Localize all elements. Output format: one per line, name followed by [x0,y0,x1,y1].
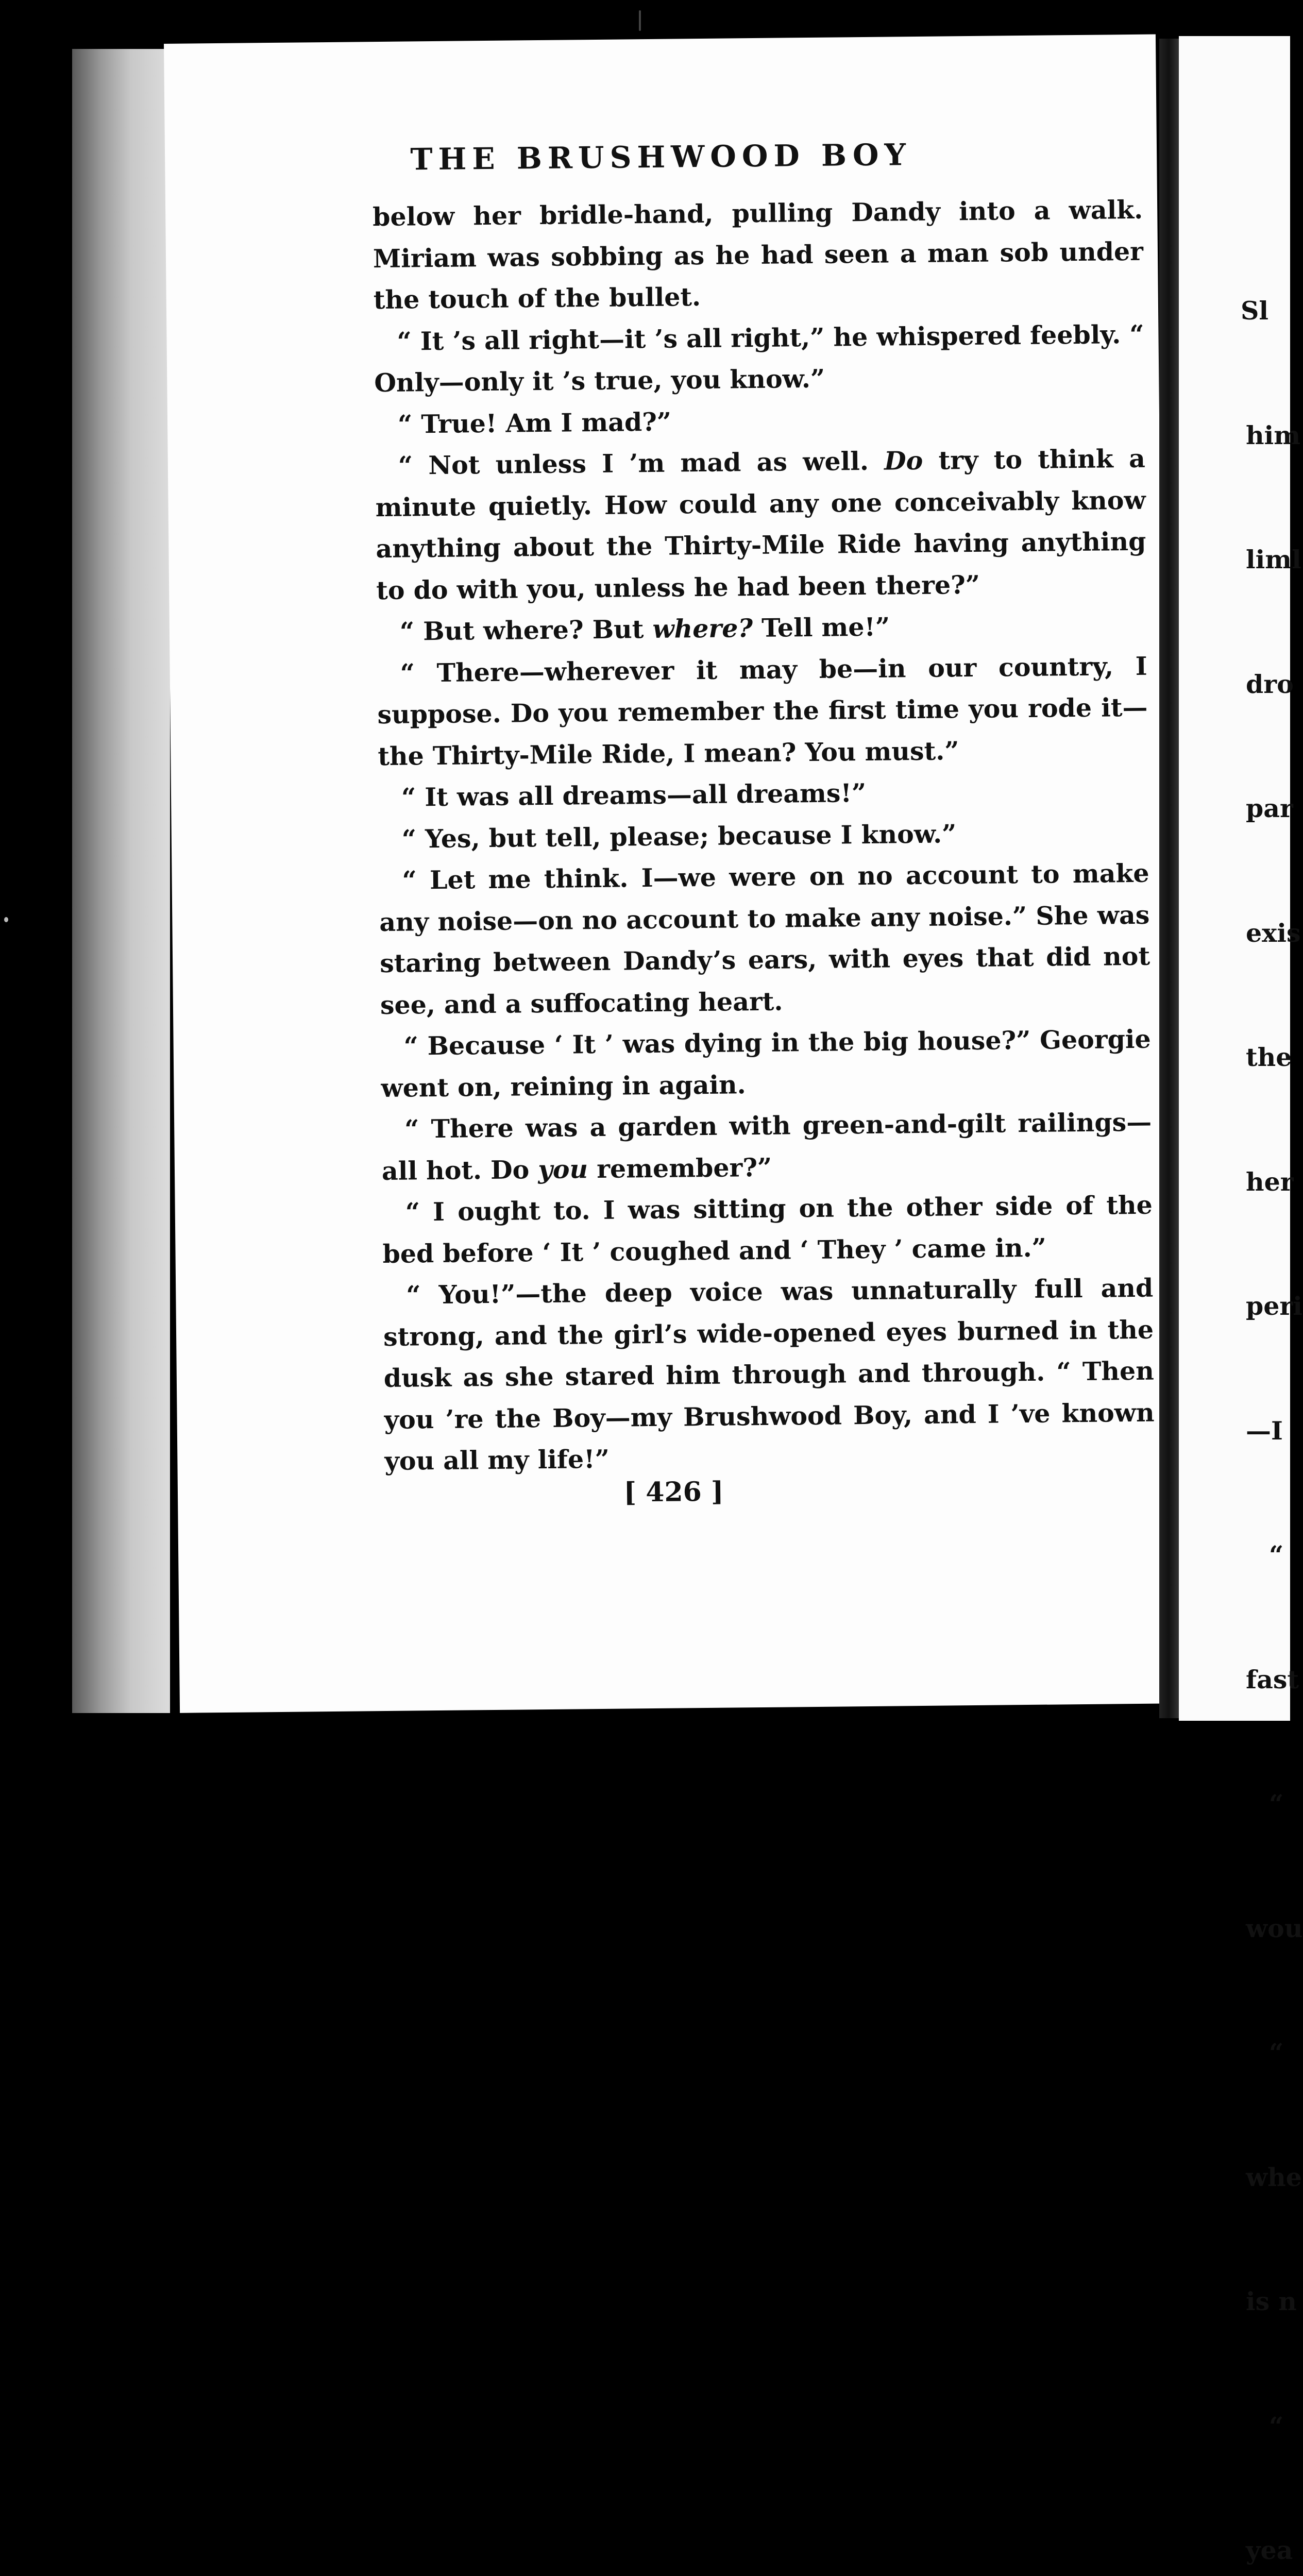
fragment-line: Sl [1241,296,1269,326]
italic-emphasis: Do [884,445,923,476]
paragraph: “ I ought to. I was sitting on the other side of the bed before ‘ It ’ coughed and ‘ They ’ came in.” [382,1190,1153,1269]
fragment-line: “ [1269,2411,1284,2441]
paragraph [377,604,1147,653]
body-text [373,189,1155,1482]
fragment-line: —I [1246,1415,1283,1446]
right-page-text-fragments [1241,207,1303,2576]
paragraph [381,1101,1152,1192]
fragment-line: yea [1246,2535,1293,2565]
fragment-line: peri [1246,1291,1302,1321]
fragment-line: is n [1246,2286,1297,2316]
paragraph: “ It was all dreams—all dreams!” [401,777,867,812]
paragraph: “ Because ‘ It ’ was dying in the big house?” Georgie went on, reining in again. [381,1024,1151,1103]
fragment-line: “ [1269,1540,1284,1570]
paragraph-segment: remember?” [587,1152,772,1184]
gutter-shadow [1159,39,1179,1718]
fragment-line: “ [1269,2038,1284,2067]
fragment-line: par [1246,793,1293,823]
right-page [1179,36,1303,2565]
page-number: [ 426 ] [623,1476,724,1509]
fragment-line: her [1246,1166,1294,1197]
dust-speck [4,917,8,922]
paragraph: below her bridle-hand, pulling Dandy into a walk. Miriam was sobbing as he had seen a man sob under the touch of the bullet. [372,194,1144,315]
paragraph-segment: try to think a minute quietly. How could any one conceivably know anything about the Thirty-Mile Ride having anything to do with you, unless he had been there?” [375,443,1146,605]
fragment-line: the [1246,1042,1292,1072]
running-head: THE BRUSHWOOD BOY [410,137,912,177]
paragraph: “ Yes, but tell, please; because I know.” [401,818,957,854]
paragraph-segment: Tell me!” [752,612,890,643]
paragraph-segment: “ Not unless I ’m mad as well. [398,446,885,481]
paragraph-segment: “ But where? But [399,614,653,647]
italic-emphasis: you [538,1154,588,1184]
dust-speck [639,10,641,31]
left-page [164,35,1172,1713]
fragment-line: whe [1246,2162,1302,2192]
paragraph: “ There—wherever it may be—in our country, I suppose. Do you remember the first time you rode it—the Thirty-Mile Ride, I mean? You must.” [377,651,1148,771]
paragraph [375,438,1146,611]
paragraph: “ True! Am I mad?” [397,406,672,439]
page-stack-edge [72,49,170,1713]
paragraph: “ It ’s all right—it ’s all right,” he whispered feebly. “ Only—only it ’s true, you know.” [374,319,1144,398]
paragraph-segment: “ There was a garden with green-and-gilt railings—all hot. Do [381,1107,1152,1186]
fragment-line: “ [1269,1789,1284,1819]
fragment-line: exis [1246,918,1301,948]
paragraph: “ Let me think. I—we were on no account to make any noise—on no account to make any noise.” She was staring between Dandy’s ears, with eyes that did not see, and a suffocating heart. [379,858,1150,1020]
fragment-line: him [1246,420,1301,450]
italic-emphasis: where? [652,613,753,644]
fragment-line: dro [1246,669,1294,699]
fragment-line: liml [1246,545,1301,574]
paragraph: “ You!”—the deep voice was unnaturally full and strong, and the girl’s wide-opened eyes burned in the dusk as she stared him through and through. “ Then you ’re the Boy—my Brushwood Boy, and I ’ve known you all my life!” [383,1273,1155,1477]
fragment-line: fast [1246,1664,1299,1694]
fragment-line: wou [1246,1913,1303,1943]
